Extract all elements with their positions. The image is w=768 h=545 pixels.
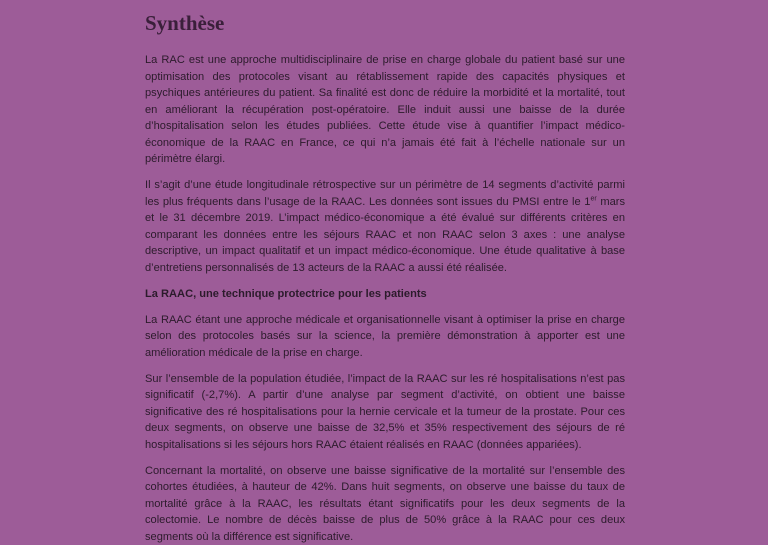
paragraph-medical-approach: La RAAC étant une approche médicale et organisationnelle visant à optimiser la prise en charge selon des protocoles basés sur la science, la première démonstration à apporter est une amélioration médicale de la prise en charge.	[145, 312, 625, 362]
page-title: Synthèse	[145, 10, 625, 36]
section-heading: La RAAC, une technique protectrice pour les patients	[145, 286, 625, 303]
paragraph-study-design-part1: Il s’agit d’une étude longitudinale rétrospective sur un périmètre de 14 segments d’activité parmi les plus fréquents dans l’usage de la RAAC. Les données sont issues du PMSI entre le 1	[145, 179, 625, 208]
paragraph-intro: La RAC est une approche multidisciplinaire de prise en charge globale du patient basé sur une optimisation des protocoles visant au rétablissement rapide des capacités physiques et psychiques antérieures du patient. Sa finalité est donc de réduire la morbidité et la mortalité, tout en améliorant la récupération post-opératoire. Elle induit aussi une baisse de la durée d’hospitalisation selon les études publiées. Cette étude vise à quantifier l’impact médico-économique de la RAAC en France, ce qui n’a jamais été fait à l’échelle nationale sur un périmètre élargi.	[145, 52, 625, 168]
document-content	[145, 10, 625, 545]
paragraph-study-design	[145, 177, 625, 276]
paragraph-study-design-part2: mars et le 31 décembre 2019. L’impact médico-économique a été évalué sur différents critères en comparant les données entre les séjours RAAC et non RAAC selon 3 axes : une analyse descriptive, un impact qualitatif et un impact médico-économique. Une étude qualitative à base d’entretiens personnalisés de 13 acteurs de la RAAC a aussi été réalisée.	[145, 196, 625, 274]
paragraph-rehospitalisation: Sur l’ensemble de la population étudiée, l’impact de la RAAC sur les ré hospitalisations n’est pas significatif (-2,7%). A partir d’une analyse par segment d’activité, on obtient une baisse significative des ré hospitalisations pour la hernie cervicale et la tumeur de la prostate. Pour ces deux segments, on observe une baisse de 32,5% et 35% respectivement des séjours de ré hospitalisations si les séjours hors RAAC étaient réalisés en RAAC (données appariées).	[145, 371, 625, 454]
ordinal-superscript: er	[590, 195, 596, 202]
paragraph-mortality: Concernant la mortalité, on observe une baisse significative de la mortalité sur l’ensemble des cohortes étudiées, à hauteur de 42%. Dans huit segments, on observe une baisse du taux de mortalité grâce à la RAAC, les résultats étant significatifs pour les deux segments de la colectomie. Le nombre de décès baisse de plus de 50% grâce à la RAAC pour ces deux segments où la différence est significative.	[145, 463, 625, 545]
